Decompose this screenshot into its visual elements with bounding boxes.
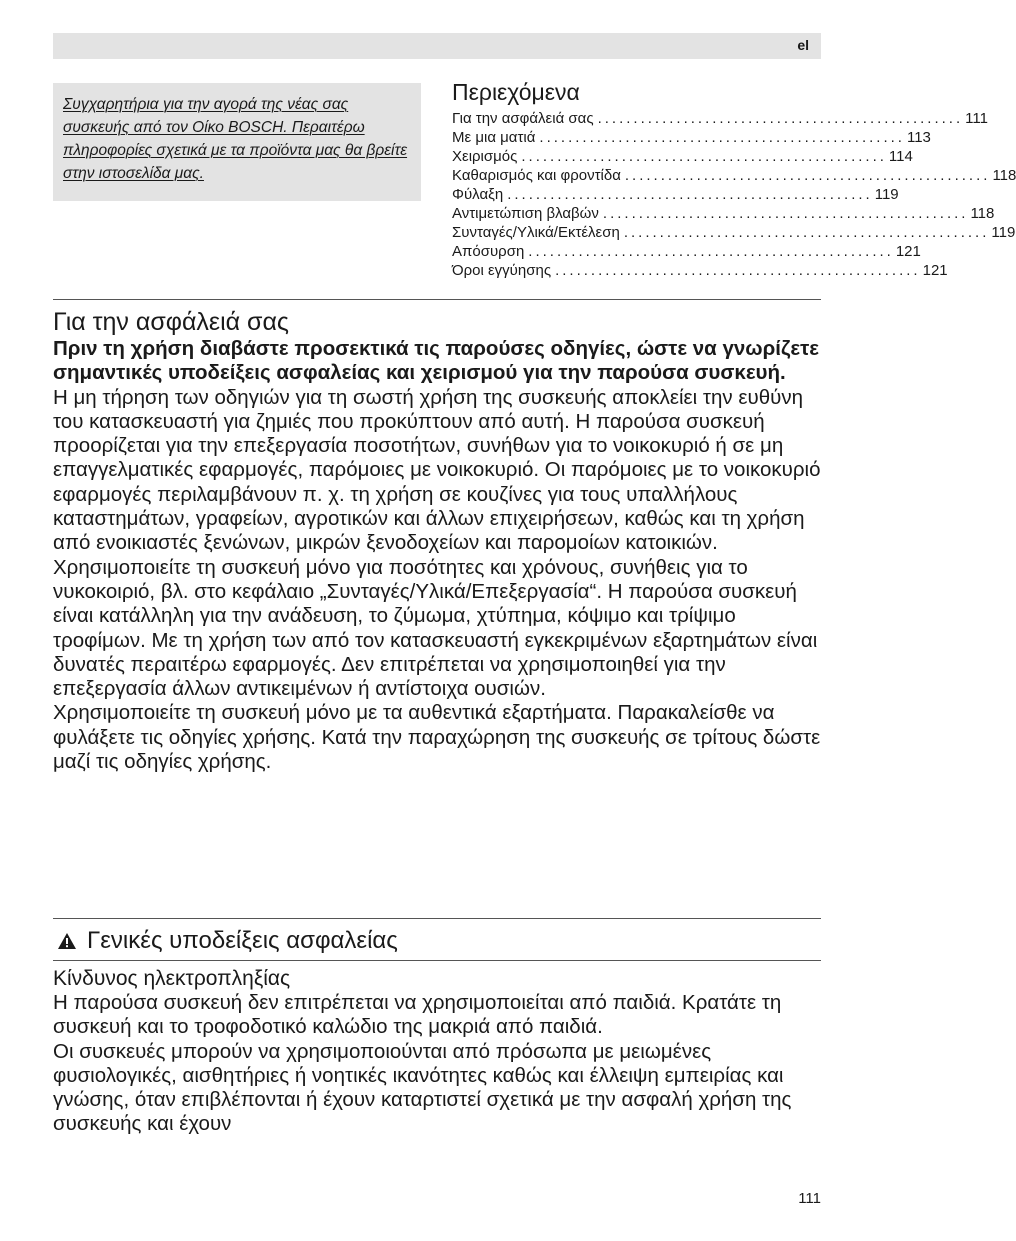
electric-shock-heading: Κίνδυνος ηλεκτροπληξίας (53, 967, 291, 990)
general-paragraph-2: Οι συσκευές μπορούν να χρησιμοποιούνται από πρόσωπα με μειωμένες φυσιολογικές, αισθητήριες ή νοητικές ικανότητες καθώς και έλλειψη εμπειρίας και γνώσης, όταν επιβλέπονται ή έχουν καταρτιστεί σχετικά με την ασφαλή χρήση της συσκευής και έχουν (53, 1039, 792, 1136)
toc-leader: ................................................... (602, 205, 969, 222)
toc-item[interactable] (452, 166, 1016, 185)
toc-leader: ................................................... (528, 243, 894, 260)
toc-item-label: Φύλαξη (452, 186, 504, 203)
intro-text: Συγχαρητήρια για την αγορά της νέας σας συσκευής από τον Οίκο BOSCH. Περαιτέρω πληροφορίες σχετικά με τα προϊόντα μας θα βρείτε στην ιστοσελίδα μας. (63, 96, 408, 182)
toc-item-page: 113 (906, 129, 931, 146)
toc-item[interactable] (452, 185, 899, 204)
section-divider (53, 960, 821, 961)
toc-item-label: Όροι εγγύησης (452, 262, 552, 279)
toc-item-label: Αντιμετώπιση βλαβών (452, 205, 599, 222)
safety-section (53, 307, 823, 774)
toc-leader: ................................................... (624, 167, 991, 184)
language-code: el (797, 37, 809, 53)
toc-item-label: Με μια ματιά (452, 129, 536, 146)
toc-leader: ................................................... (623, 224, 990, 241)
toc-item-page: 118 (970, 205, 995, 222)
toc-title: Περιεχόμενα (452, 79, 580, 105)
toc-leader: ................................................... (539, 129, 905, 146)
toc-leader: ................................................... (521, 148, 887, 165)
safety-paragraph-1: Η μη τήρηση των οδηγιών για τη σωστή χρήση της συσκευής αποκλείει την ευθύνη του κατασκευαστή για ζημιές που προκύπτουν από αυτή. Η παρούσα συσκευή προορίζεται για την επεξεργασία ποσοτήτων, συνήθων για το νοικοκυριό ή σε μη επαγγελματικές εφαρμογές, παρόμοιες με νοικοκυριό. Οι παρόμοιες με το νοικοκυριό εφαρμογές περιλαμβάνουν π. χ. τη χρήση σε κουζίνες για τους υπαλλήλους καταστημάτων, γραφείων, αγροτικών και άλλων επιχειρήσεων, καθώς και τη χρήση από ενοικιαστές ξενώνων, μικρών ξενοδοχείων και παρομοίων κατοικιών. Χρησιμοποιείτε τη συσκευή μόνο για ποσότητες και χρόνους, συνήθεις για το νυκοκοιριό, βλ. στο κεφάλαιο „Συνταγές/Υλικά/Επεξεργασία“. Η παρούσα συσκευή είναι κατάλληλη για την ανάδευση, το ζύμωμα, χτύπημα, κόψιμο και τρίψιμο τροφίμων. Με τη χρήση των από τον κατασκευαστή εγκεκριμένων εξαρτημάτων είναι δυνατές περαιτέρω εφαρμογές. Δεν επιτρέπεται να χρησιμοποιηθεί για την επεξεργασία άλλων αντικειμένων ή αντίστοιχα ουσιών. (53, 385, 821, 701)
general-paragraph-1: Η παρούσα συσκευή δεν επιτρέπεται να χρησιμοποιείται από παιδιά. Κρατάτε τη συσκευή και το τροφοδοτικό καλώδιο της μακριά από παιδιά. (53, 991, 782, 1039)
table-of-contents (452, 78, 1016, 280)
toc-item-label: Απόσυρση (452, 243, 525, 260)
toc-item[interactable] (452, 223, 1016, 242)
general-safety-title: Γενικές υποδείξεις ασφαλείας (87, 927, 398, 954)
section-divider (53, 918, 821, 919)
language-bar (53, 33, 821, 59)
toc-item-page: 118 (992, 167, 1016, 184)
warning-triangle-icon (57, 932, 77, 950)
toc-item[interactable] (452, 204, 995, 223)
toc-item-page: 119 (991, 224, 1016, 241)
toc-item[interactable] (452, 242, 921, 261)
toc-item-label: Συνταγές/Υλικά/Εκτέλεση (452, 224, 620, 241)
general-safety-heading (53, 926, 823, 956)
toc-item-label: Καθαρισμός και φροντίδα (452, 167, 621, 184)
toc-item[interactable] (452, 109, 988, 128)
toc-item-page: 114 (888, 148, 913, 165)
toc-item[interactable] (452, 128, 931, 147)
page-number: 111 (798, 1190, 821, 1207)
safety-lead: Πριν τη χρήση διαβάστε προσεκτικά τις παρούσες οδηγίες, ώστε να γνωρίζετε σημαντικές υποδείξεις ασφαλείας και χειρισμού για την παρούσα συσκευή. (53, 337, 819, 385)
toc-item-page: 121 (922, 262, 948, 279)
toc-item-label: Για την ασφάλειά σας (452, 110, 594, 127)
intro-box (53, 83, 421, 201)
toc-item[interactable] (452, 261, 948, 280)
toc-item-page: 121 (895, 243, 921, 260)
toc-item[interactable] (452, 147, 913, 166)
toc-list (452, 109, 1016, 280)
toc-leader: ................................................... (507, 186, 873, 203)
toc-leader: ................................................... (555, 262, 921, 279)
general-safety-section (53, 966, 823, 1137)
toc-item-page: 119 (874, 186, 899, 203)
toc-item-label: Χειρισμός (452, 148, 518, 165)
section-divider (53, 299, 821, 300)
toc-item-page: 111 (965, 110, 988, 127)
toc-leader: ................................................... (597, 110, 964, 127)
safety-title: Για την ασφάλειά σας (53, 308, 289, 336)
safety-paragraph-2: Χρησιμοποιείτε τη συσκευή μόνο με τα αυθεντικά εξαρτήματα. Παρακαλείσθε να φυλάξετε τις οδηγίες χρήσης. Κατά την παραχώρηση της συσκευής σε τρίτους δώστε μαζί τις οδηγίες χρήσης. (53, 701, 821, 774)
